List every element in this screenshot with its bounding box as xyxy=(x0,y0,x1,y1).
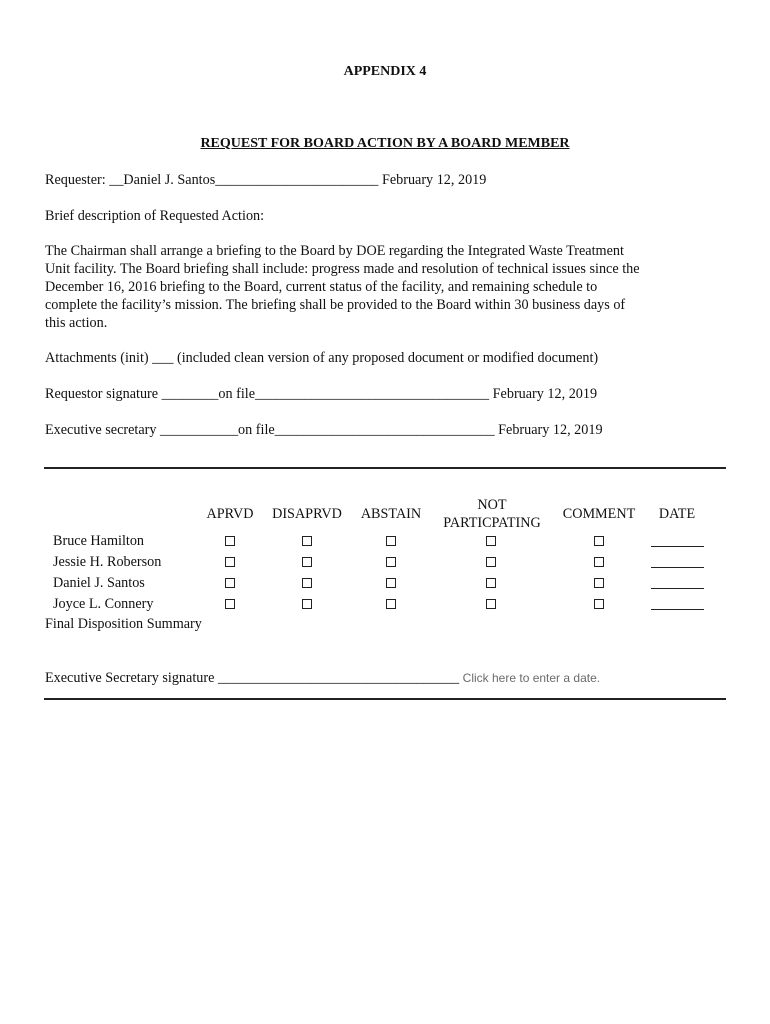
checkbox-aprvd[interactable] xyxy=(225,578,235,588)
description-label: Brief description of Requested Action: xyxy=(45,208,265,224)
column-header-abstain: ABSTAIN xyxy=(360,506,422,522)
final-signature-field[interactable]: __________________________________ xyxy=(217,670,460,686)
checkbox-disaprvd[interactable] xyxy=(302,599,312,609)
checkbox-aprvd[interactable] xyxy=(225,599,235,609)
requestor-signature-label: Requestor signature xyxy=(45,386,159,402)
form-title xyxy=(0,136,770,152)
member-name: Bruce Hamilton xyxy=(53,533,145,549)
column-header-comment: COMMENT xyxy=(562,506,636,522)
form-title-text: REQUEST FOR BOARD ACTION BY A BOARD MEMBER xyxy=(200,136,570,151)
requester-row xyxy=(45,172,486,189)
final-disposition-label: Final Disposition Summary xyxy=(45,616,202,632)
column-header-disaprvd: DISAPRVD xyxy=(272,506,342,522)
checkbox-disaprvd[interactable] xyxy=(302,536,312,546)
description-line: The Chairman shall arrange a briefing to the Board by DOE regarding the Integrated Waste Treatment xyxy=(45,243,624,259)
attachments-line: Attachments (init) ___ (included clean version of any proposed document or modified document) xyxy=(45,350,599,366)
column-header-date: DATE xyxy=(658,506,696,522)
description-paragraph xyxy=(45,242,695,332)
requester-name-field[interactable]: __Daniel J. Santos_______________________ xyxy=(109,172,379,188)
executive-secretary-date: February 12, 2019 xyxy=(498,422,603,438)
checkbox-comment[interactable] xyxy=(594,536,604,546)
appendix-heading: APPENDIX 4 xyxy=(343,64,427,79)
description-line: complete the facility’s mission. The briefing shall be provided to the Board within 30 business days of xyxy=(45,297,626,313)
column-header-not-participating-line1: NOT xyxy=(477,497,507,513)
checkbox-abstain[interactable] xyxy=(386,599,396,609)
checkbox-comment[interactable] xyxy=(594,599,604,609)
member-name: Jessie H. Roberson xyxy=(53,554,162,570)
executive-secretary-row xyxy=(45,422,603,439)
member-name: Joyce L. Connery xyxy=(53,596,154,612)
requestor-signature-date: February 12, 2019 xyxy=(492,386,598,402)
checkbox-not-participating[interactable] xyxy=(486,578,496,588)
checkbox-abstain[interactable] xyxy=(386,536,396,546)
date-blank[interactable] xyxy=(651,588,704,589)
date-picker-field[interactable]: Click here to enter a date. xyxy=(462,671,601,685)
executive-secretary-label: Executive secretary xyxy=(45,422,157,438)
description-line: Unit facility. The Board briefing shall include: progress made and resolution of technical issues since the xyxy=(45,261,640,277)
checkbox-not-participating[interactable] xyxy=(486,536,496,546)
checkbox-not-participating[interactable] xyxy=(486,599,496,609)
column-header-not-participating xyxy=(432,496,552,532)
description-line: December 16, 2016 briefing to the Board, current status of the facility, and remaining schedule to xyxy=(45,279,598,295)
section-divider-bottom xyxy=(44,698,726,700)
date-blank[interactable] xyxy=(651,567,704,568)
requestor-signature-field[interactable]: ________on file_________________________________ xyxy=(161,386,490,402)
requester-date: February 12, 2019 xyxy=(381,172,487,188)
final-signature-label: Executive Secretary signature xyxy=(45,670,215,686)
checkbox-aprvd[interactable] xyxy=(225,557,235,567)
member-name: Daniel J. Santos xyxy=(53,575,145,591)
date-blank[interactable] xyxy=(651,546,704,547)
checkbox-abstain[interactable] xyxy=(386,557,396,567)
date-blank[interactable] xyxy=(651,609,704,610)
description-line: this action. xyxy=(45,315,108,331)
requestor-signature-row xyxy=(45,386,597,403)
checkbox-comment[interactable] xyxy=(594,578,604,588)
section-divider-top xyxy=(44,467,726,469)
checkbox-disaprvd[interactable] xyxy=(302,557,312,567)
checkbox-comment[interactable] xyxy=(594,557,604,567)
checkbox-disaprvd[interactable] xyxy=(302,578,312,588)
checkbox-aprvd[interactable] xyxy=(225,536,235,546)
final-signature-row xyxy=(45,670,600,687)
checkbox-not-participating[interactable] xyxy=(486,557,496,567)
executive-secretary-field[interactable]: ___________on file_______________________________ xyxy=(160,422,495,438)
column-header-not-participating-line2: PARTICPATING xyxy=(443,515,541,531)
column-header-aprvd: APRVD xyxy=(206,506,254,522)
checkbox-abstain[interactable] xyxy=(386,578,396,588)
requester-label: Requester: xyxy=(45,172,106,188)
